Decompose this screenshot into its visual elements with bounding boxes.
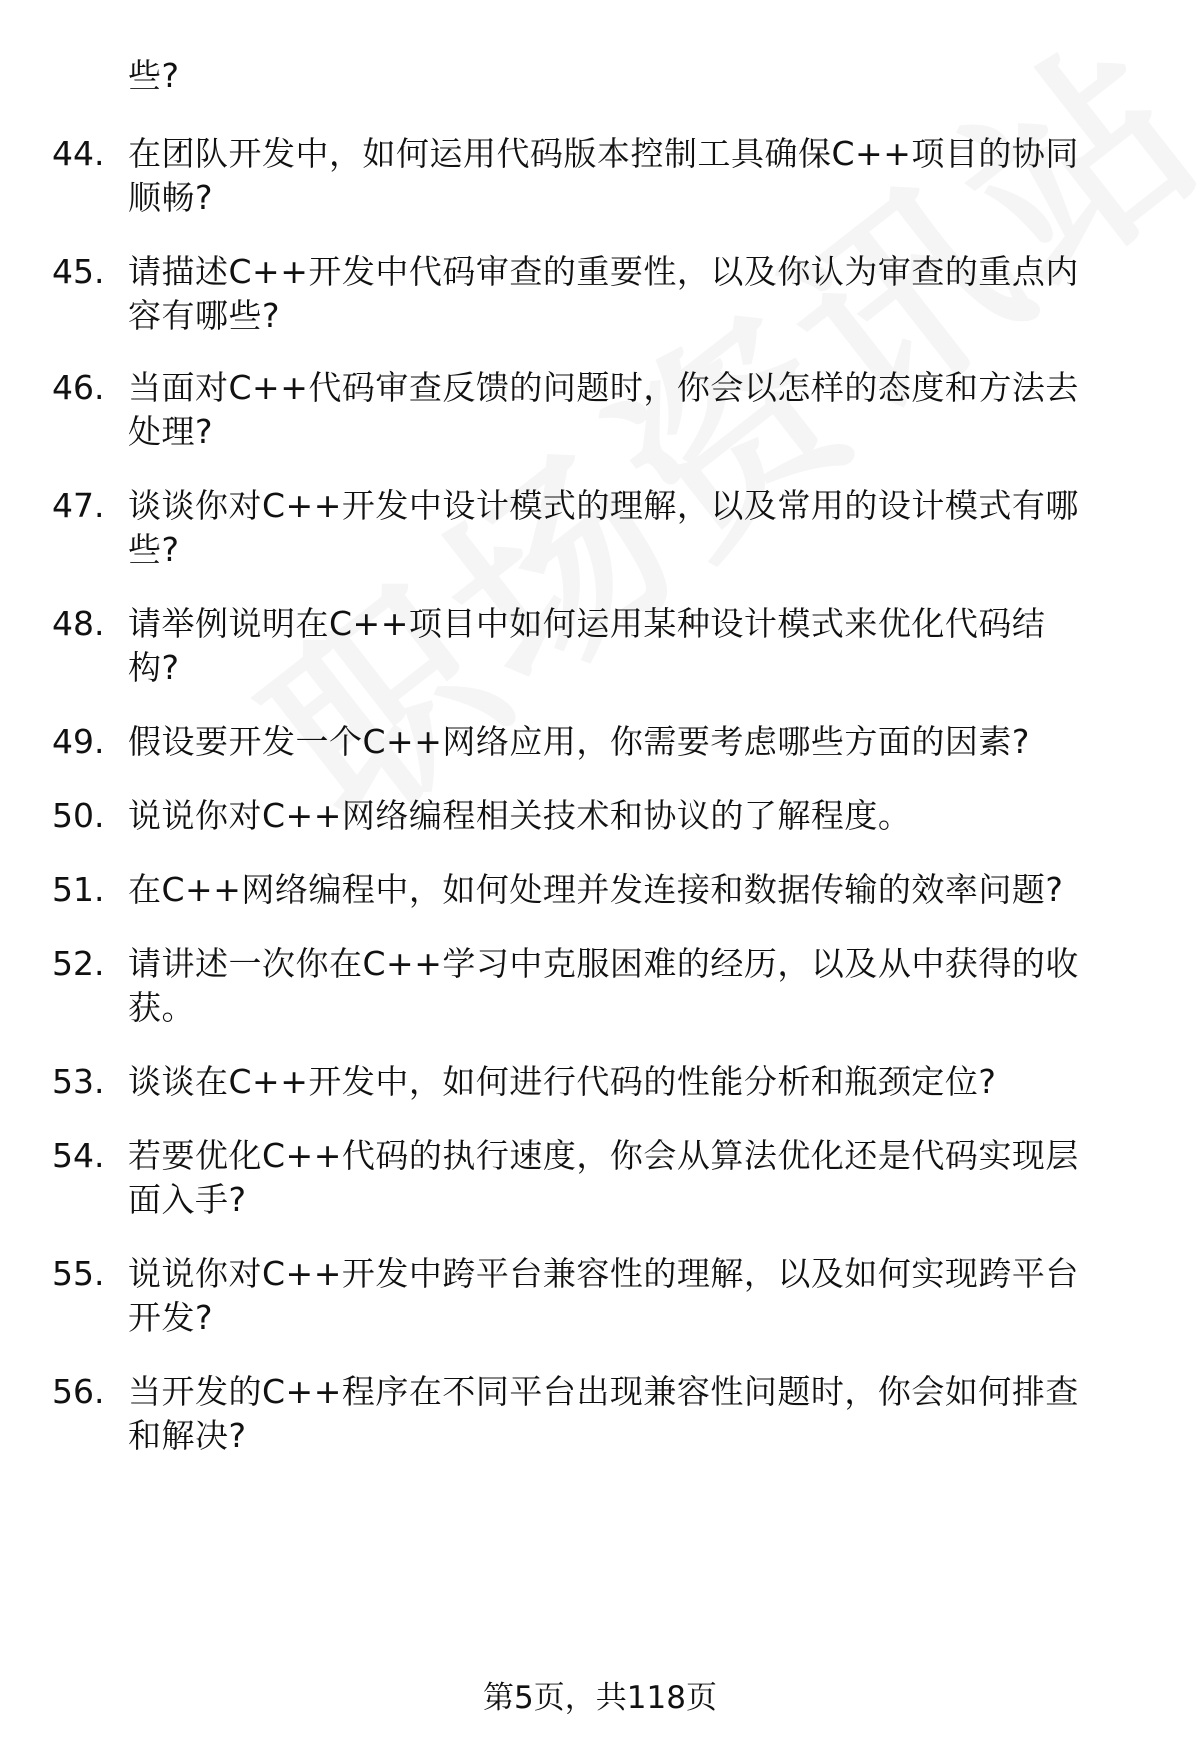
question-number: 44. (52, 134, 105, 173)
question-number: 53. (52, 1062, 105, 1101)
question-number: 54. (52, 1136, 105, 1175)
page-number-footer: 第5页，共118页 (483, 1680, 717, 1716)
question-number: 52. (52, 944, 105, 983)
question-text-line: 些? (128, 530, 180, 569)
question-text-line: 面入手? (128, 1180, 247, 1219)
question-number: 49. (52, 722, 105, 761)
continuation-line: 些? (128, 56, 180, 95)
question-text-line: 开发? (128, 1298, 214, 1337)
question-number: 48. (52, 604, 105, 643)
question-number: 46. (52, 368, 105, 407)
question-number: 55. (52, 1254, 105, 1293)
question-text-line: 在C++网络编程中，如何处理并发连接和数据传输的效率问题? (128, 870, 1064, 909)
question-text-line: 说说你对C++网络编程相关技术和协议的了解程度。 (128, 796, 912, 835)
question-text-line: 顺畅? (128, 178, 214, 217)
question-text-line: 请讲述一次你在C++学习中克服困难的经历，以及从中获得的收 (128, 944, 1079, 983)
question-number: 47. (52, 486, 105, 525)
question-number: 50. (52, 796, 105, 835)
question-number: 56. (52, 1372, 105, 1411)
question-text-line: 当面对C++代码审查反馈的问题时，你会以怎样的态度和方法去 (128, 368, 1079, 407)
question-text-line: 若要优化C++代码的执行速度，你会从算法优化还是代码实现层 (128, 1136, 1079, 1175)
question-text-line: 处理? (128, 412, 214, 451)
question-text-line: 说说你对C++开发中跨平台兼容性的理解，以及如何实现跨平台 (128, 1254, 1079, 1293)
question-text-line: 谈谈在C++开发中，如何进行代码的性能分析和瓶颈定位? (128, 1062, 997, 1101)
question-text-line: 假设要开发一个C++网络应用，你需要考虑哪些方面的因素? (128, 722, 1030, 761)
question-text-line: 获。 (128, 988, 195, 1027)
question-text-line: 谈谈你对C++开发中设计模式的理解，以及常用的设计模式有哪 (128, 486, 1079, 525)
question-number: 45. (52, 252, 105, 291)
question-text-line: 请举例说明在C++项目中如何运用某种设计模式来优化代码结 (128, 604, 1046, 643)
question-text-line: 容有哪些? (128, 296, 281, 335)
question-text-line: 请描述C++开发中代码审查的重要性，以及你认为审查的重点内 (128, 252, 1079, 291)
question-text-line: 构? (128, 648, 180, 687)
question-number: 51. (52, 870, 105, 909)
question-text-line: 和解决? (128, 1416, 247, 1455)
question-text-line: 在团队开发中，如何运用代码版本控制工具确保C++项目的协同 (128, 134, 1079, 173)
question-text-line: 当开发的C++程序在不同平台出现兼容性问题时，你会如何排查 (128, 1372, 1079, 1411)
